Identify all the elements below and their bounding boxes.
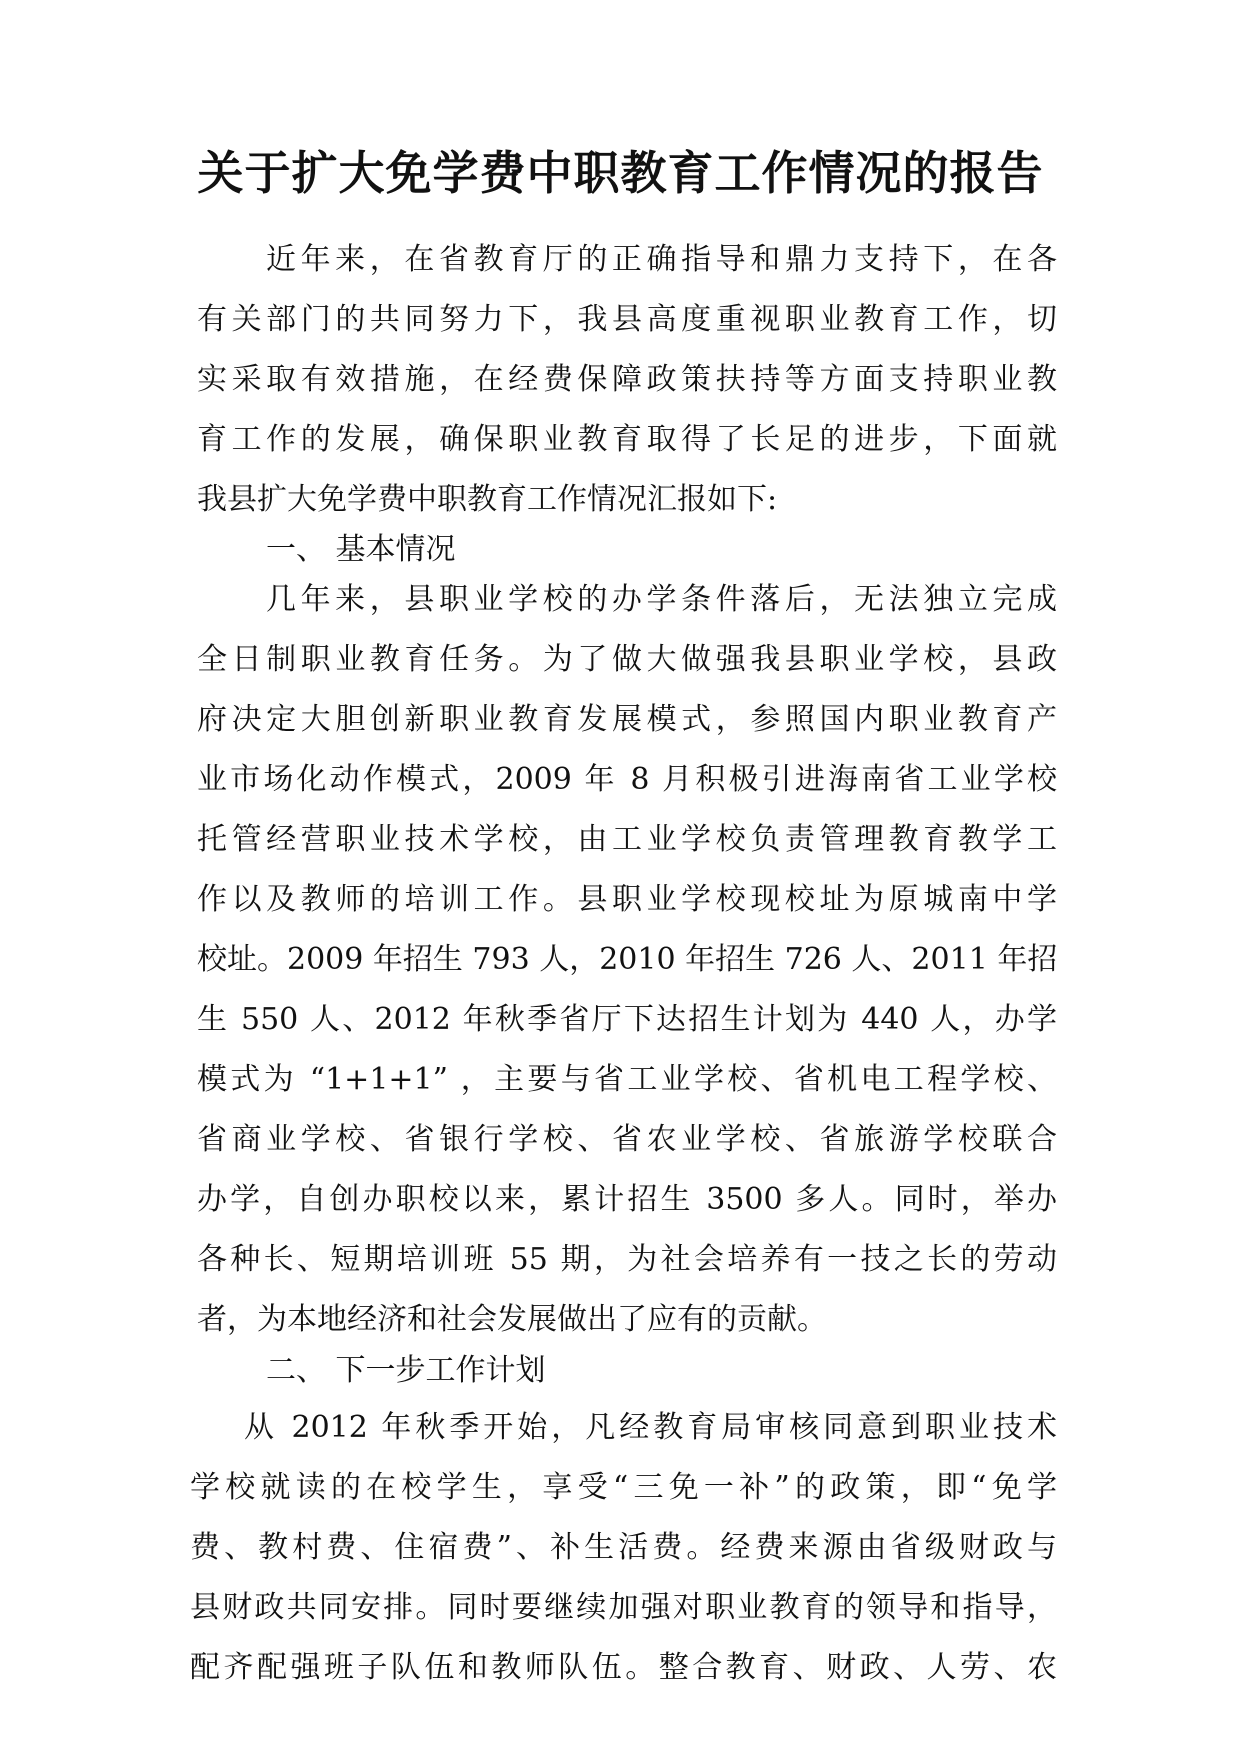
paragraph-line: 各种长、短期培训班 55 期，为社会培养有一技之长的劳动 xyxy=(197,1242,1057,1277)
paragraph-line: 业市场化动作模式，2009 年 8 月积极引进海南省工业学校 xyxy=(197,762,1057,797)
document-title: 关于扩大免学费中职教育工作情况的报告 xyxy=(197,146,1044,200)
paragraph-line: 省商业学校、省银行学校、省农业学校、省旅游学校联合 xyxy=(197,1122,1057,1157)
paragraph-line: 配齐配强班子队伍和教师队伍。整合教育、财政、人劳、农 xyxy=(190,1650,1057,1685)
paragraph-line: 学校就读的在校学生，享受“三免一补”的政策，即“免学 xyxy=(190,1470,1057,1505)
paragraph-line: 托管经营职业技术学校，由工业学校负责管理教育教学工 xyxy=(197,822,1057,857)
paragraph-line: 全日制职业教育任务。为了做大做强我县职业学校，县政 xyxy=(197,642,1057,677)
paragraph-line: 从 2012 年秋季开始，凡经教育局审核同意到职业技术 xyxy=(244,1410,1057,1445)
paragraph-line: 实采取有效措施，在经费保障政策扶持等方面支持职业教 xyxy=(197,362,1057,397)
paragraph-line: 模式为 “1+1+1” ，主要与省工业学校、省机电工程学校、 xyxy=(197,1062,1057,1097)
section-heading-next-plan: 二、 下一步工作计划 xyxy=(266,1353,546,1388)
paragraph-line: 我县扩大免学费中职教育工作情况汇报如下: xyxy=(197,482,778,517)
paragraph-line: 费、教村费、住宿费”、补生活费。经费来源由省级财政与 xyxy=(190,1530,1057,1565)
paragraph-line: 府决定大胆创新职业教育发展模式，参照国内职业教育产 xyxy=(197,702,1057,737)
paragraph-line: 办学，自创办职校以来，累计招生 3500 多人。同时，举办 xyxy=(197,1182,1057,1217)
paragraph-line: 县财政共同安排。同时要继续加强对职业教育的领导和指导， xyxy=(190,1590,1057,1625)
paragraph-line: 几年来，县职业学校的办学条件落后，无法独立完成 xyxy=(266,582,1057,617)
paragraph-line: 近年来，在省教育厅的正确指导和鼎力支持下，在各 xyxy=(266,242,1057,277)
section-heading-basic: 一、 基本情况 xyxy=(266,532,456,567)
paragraph-line: 者，为本地经济和社会发展做出了应有的贡献。 xyxy=(197,1302,827,1337)
paragraph-line: 育工作的发展，确保职业教育取得了长足的进步，下面就 xyxy=(197,422,1057,457)
paragraph-line: 校址。2009 年招生 793 人，2010 年招生 726 人、2011 年招 xyxy=(197,942,1058,977)
paragraph-line: 有关部门的共同努力下，我县高度重视职业教育工作，切 xyxy=(197,302,1057,337)
paragraph-line: 作以及教师的培训工作。县职业学校现校址为原城南中学 xyxy=(197,882,1057,917)
paragraph-line: 生 550 人、2012 年秋季省厅下达招生计划为 440 人，办学 xyxy=(197,1002,1057,1037)
